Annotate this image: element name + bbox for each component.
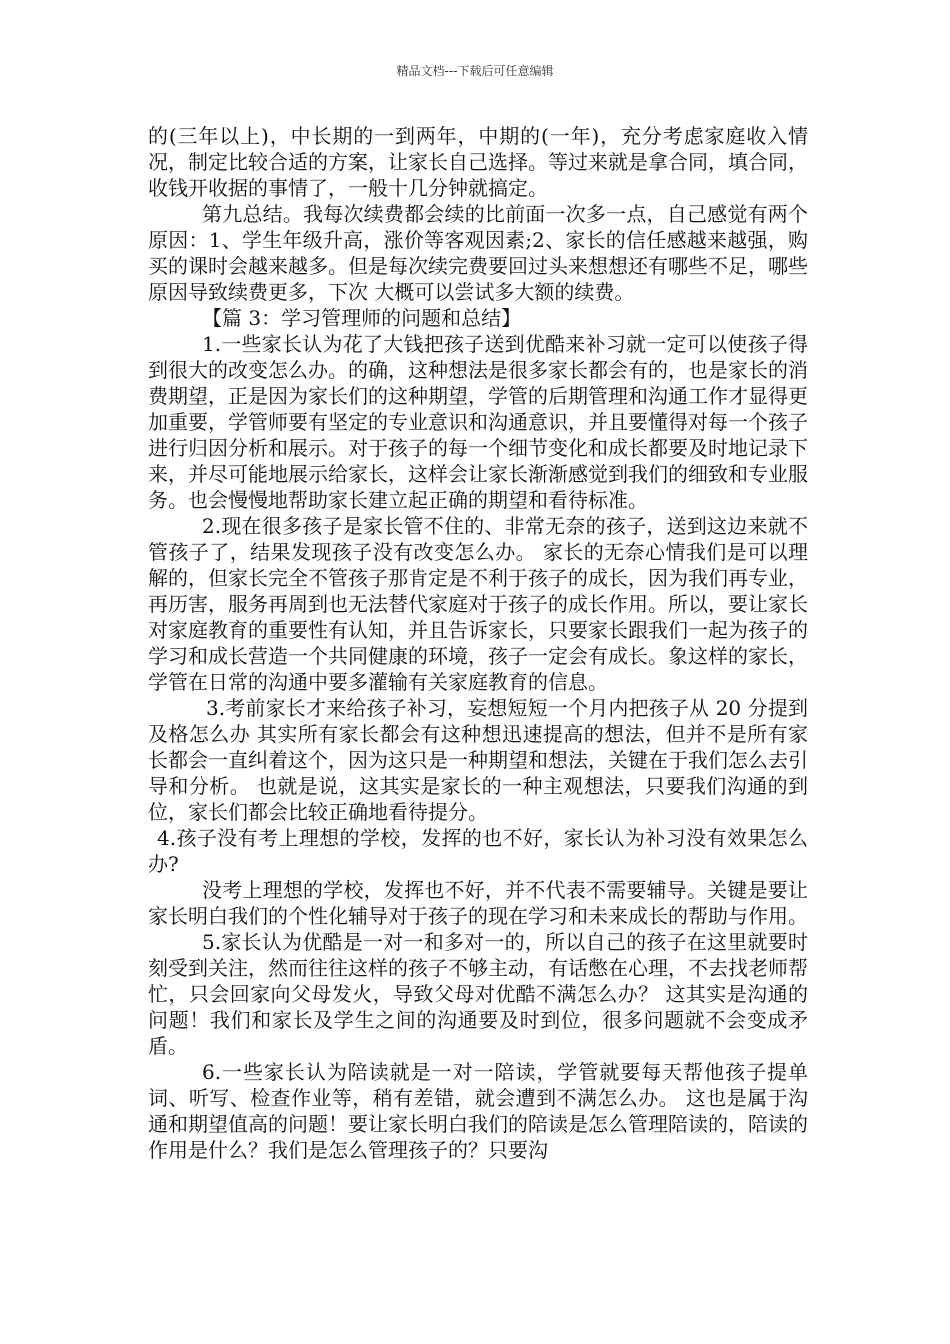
paragraph-answer-4: 没考上理想的学校，发挥也不好，并不代表不需要辅导。关键是要让家长明白我们的个性化辅导对于孩子的现在学习和未来成长的帮助与作用。: [148, 878, 808, 928]
paragraph-question-6: 6.一些家长认为陪读就是一对一陪读，学管就要每天帮他孩子提单词、听写、检查作业等，稍有差错，就会遭到不满怎么办。 这也是属于沟通和期望值高的问题！要让家长明白我们的陪读是怎么管理陪读的，陪读的作用是什么？我们是怎么管理孩子的？只要沟: [148, 1060, 808, 1162]
paragraph-question-4: 4.孩子没有考上理想的学校，发挥的也不好，家长认为补习没有效果怎么办?: [148, 826, 808, 876]
paragraph-question-3: 3.考前家长才来给孩子补习，妄想短短一个月内把孩子从 20 分提到及格怎么办 其实所有家长都会有这种想迅速提高的想法，但并不是所有家长都会一直纠着这个，因为这只是一种期望和想法，关键在于我们怎么去引导和分析。 也就是说，这其实是家长的一种主观想法，只要我们沟通的到位，家长们都会比较正确地看待提分。: [148, 696, 808, 824]
document-body: [148, 123, 808, 1163]
paragraph-summary-nine: 第九总结。我每次续费都会续的比前面一次多一点，自己感觉有两个原因：1、学生年级升高，涨价等客观因素;2、家长的信任感越来越强，购买的课时会越来越多。但是每次续完费要回过头来想想还有哪些不足，哪些原因导致续费更多，下次 大概可以尝试多大额的续费。: [148, 202, 808, 304]
paragraph-question-2: 2.现在很多孩子是家长管不住的、非常无奈的孩子，送到这边来就不管孩子了，结果发现孩子没有改变怎么办。 家长的无奈心情我们是可以理解的，但家长完全不管孩子那肯定是不利于孩子的成长，因为我们再专业，再历害，服务再周到也无法替代家庭对于孩子的成长作用。所以，要让家长对家庭教育的重要性有认知，并且告诉家长，只要家长跟我们一起为孩子的学习和成长营造一个共同健康的环境，孩子一定会有成长。象这样的家长，学管在日常的沟通中要多灌输有关家庭教育的信息。: [148, 514, 808, 694]
paragraph-continuation: 的(三年以上)，中长期的一到两年，中期的(一年)，充分考虑家庭收入情况，制定比较合适的方案，让家长自己选择。等过来就是拿合同，填合同，收钱开收据的事情了，一般十几分钟就搞定。: [148, 124, 808, 200]
section-heading: 【篇 3：学习管理师的问题和总结】: [202, 306, 522, 330]
paragraph-question-1: 1.一些家长认为花了大钱把孩子送到优酷来补习就一定可以使孩子得到很大的改变怎么办。的确，这种想法是很多家长都会有的，也是家长的消费期望，正是因为家长们的这种期望，学管的后期管理和沟通工作才显得更加重要，学管师要有坚定的专业意识和沟通意识，并且要懂得对每一个孩子进行归因分析和展示。对于孩子的每一个细节变化和成长都要及时地记录下来，并尽可能地展示给家长，这样会让家长渐渐感觉到我们的细致和专业服务。也会慢慢地帮助家长建立起正确的期望和看待标准。: [148, 332, 808, 512]
page-header: 精品文档---下载后可任意编辑: [396, 64, 554, 78]
paragraph-question-5: 5.家长认为优酷是一对一和多对一的，所以自己的孩子在这里就要时刻受到关注，然而往往这样的孩子不够主动，有话憋在心理，不去找老师帮忙，只会回家向父母发火，导致父母对优酷不满怎么办？ 这其实是沟通的问题！我们和家长及学生之间的沟通要及时到位，很多问题就不会变成矛盾。: [148, 930, 808, 1058]
